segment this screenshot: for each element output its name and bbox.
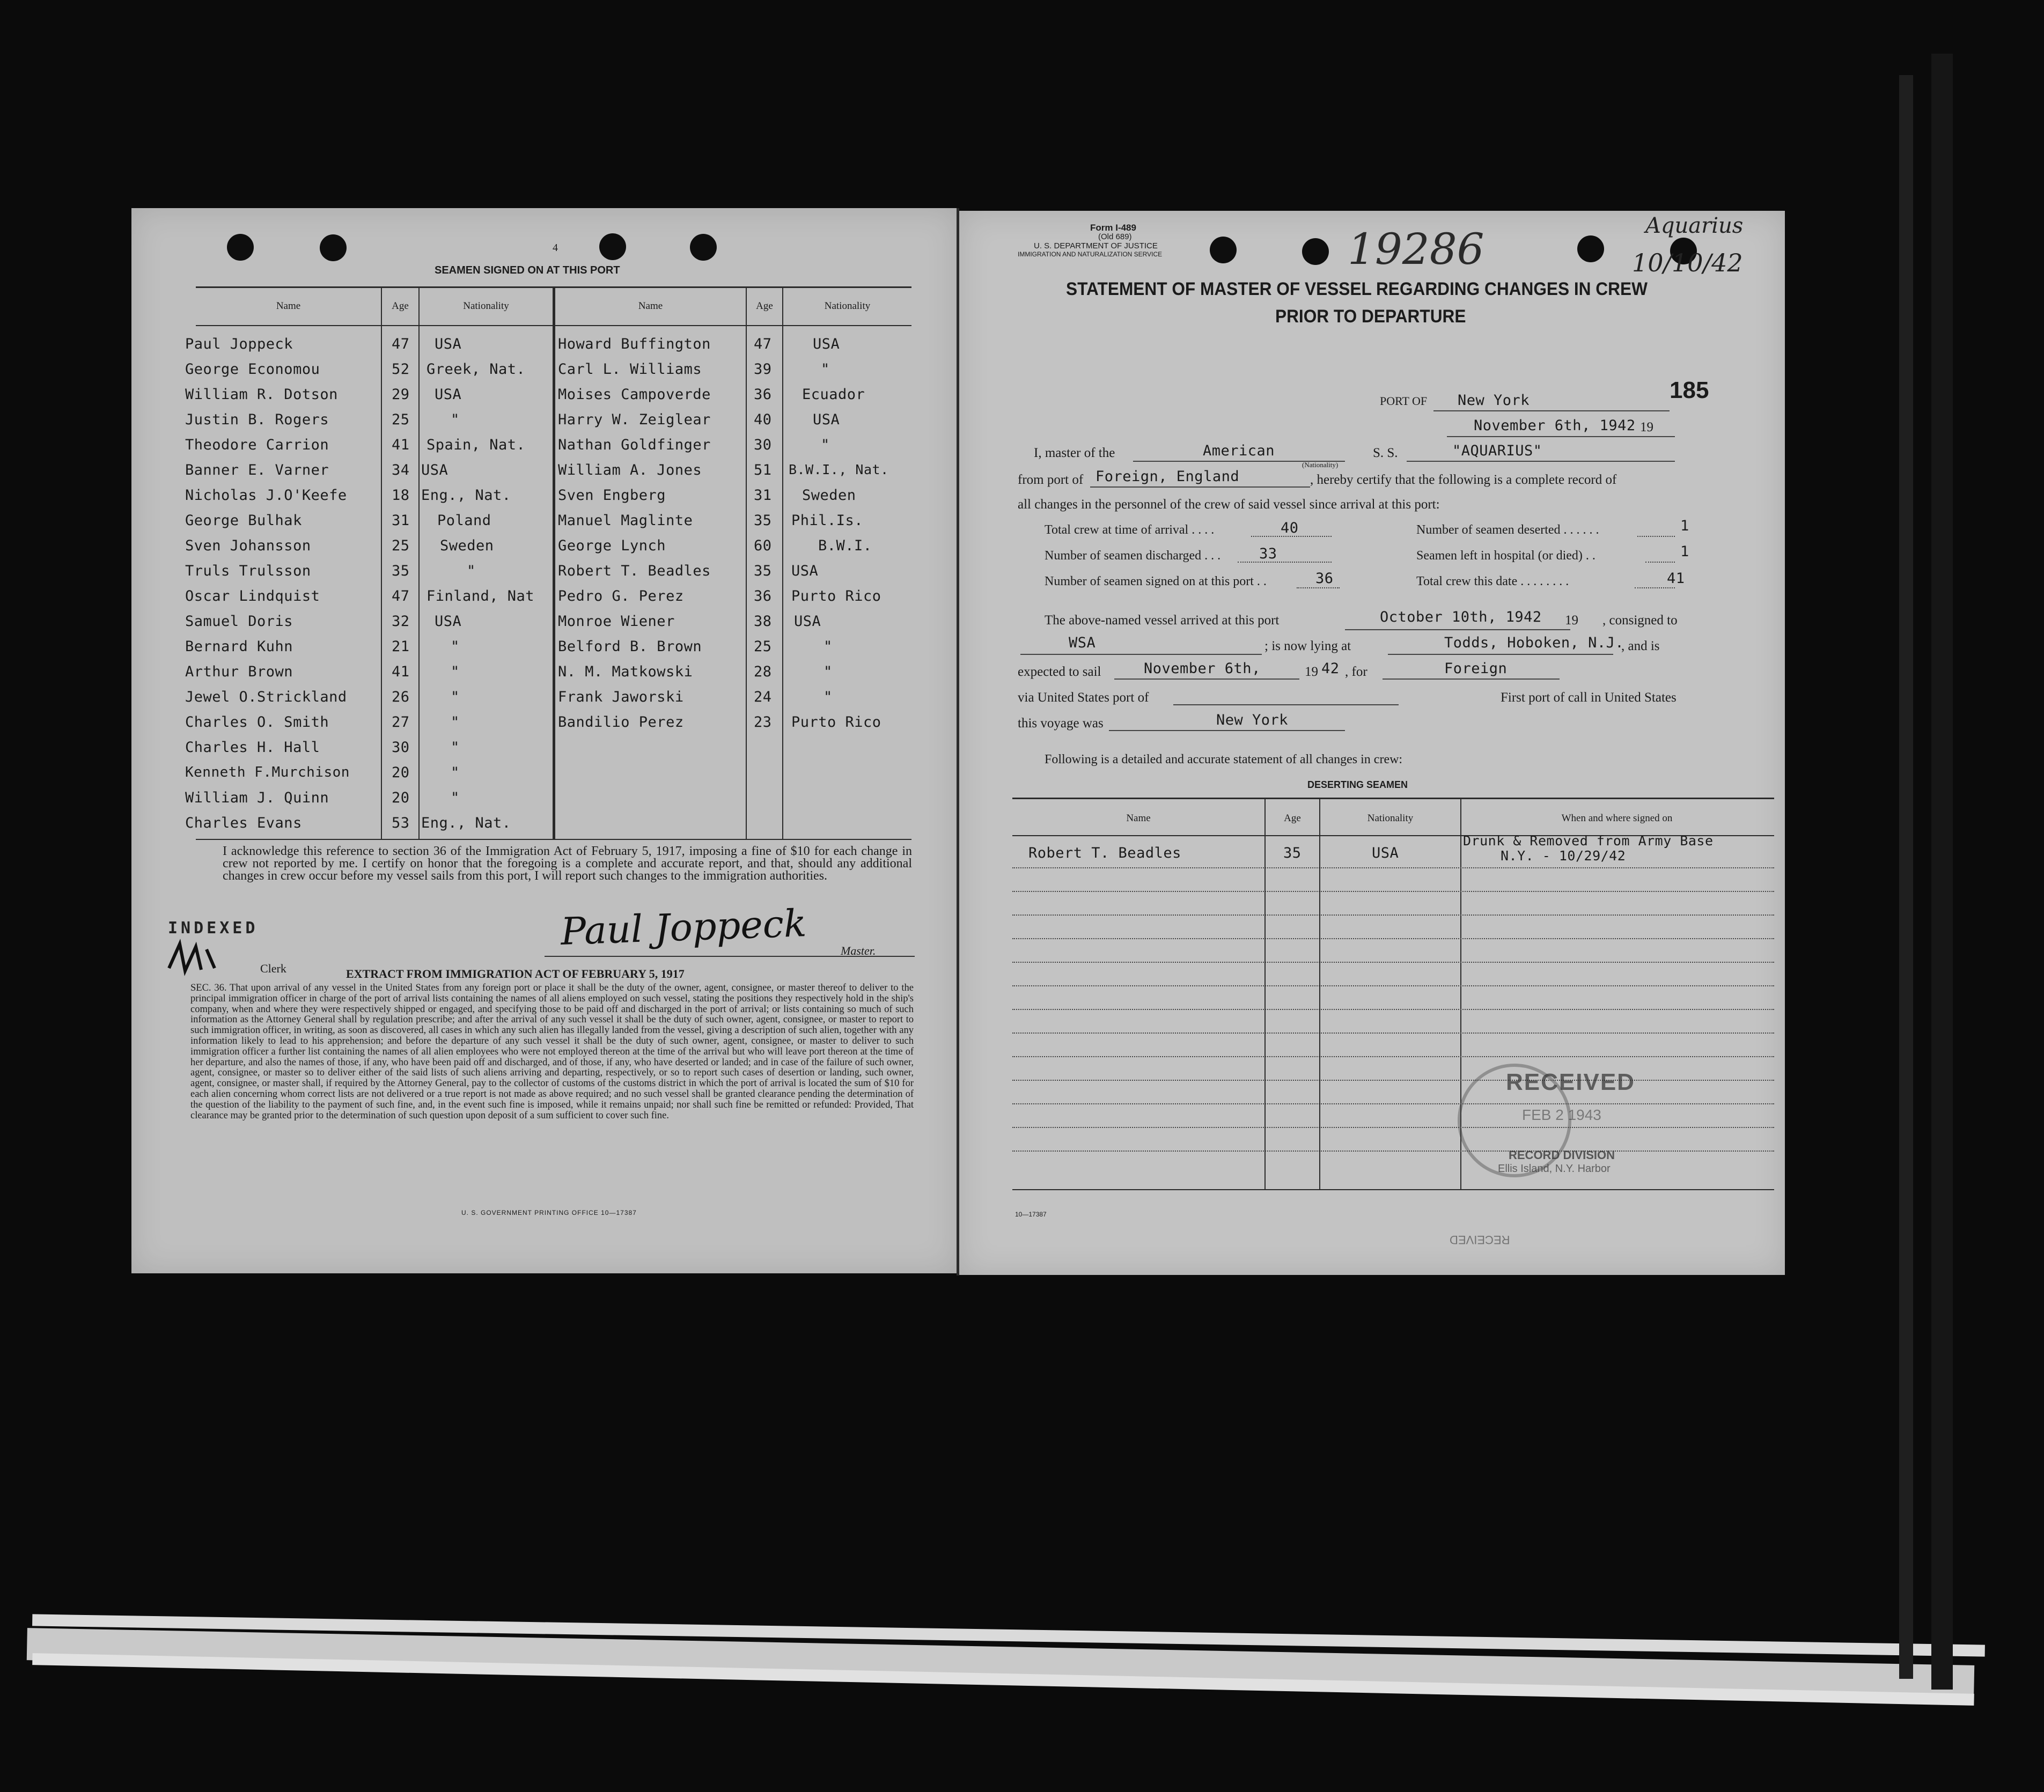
lying-line xyxy=(1388,654,1613,655)
seaman-age: 51 xyxy=(754,462,772,478)
seaman-name: Samuel Doris xyxy=(185,613,293,630)
seaman-nationality: B.W.I., Nat. xyxy=(789,462,889,477)
seamen-hospital-value: 1 xyxy=(1680,543,1689,560)
seaman-name: George Bulhak xyxy=(185,512,302,529)
seaman-nationality: " xyxy=(451,638,460,655)
seaman-name: Sven Johansson xyxy=(185,537,311,554)
seaman-name: Carl L. Williams xyxy=(558,361,702,378)
seaman-nationality: " xyxy=(824,689,833,705)
punch-hole xyxy=(320,234,347,261)
fill-line xyxy=(1635,587,1675,588)
col-header-nationality: Nationality xyxy=(463,300,509,312)
first-port-label: First port of call in United States xyxy=(1501,690,1677,705)
col-header-name: Name xyxy=(638,300,663,312)
seaman-age: 31 xyxy=(754,487,772,504)
seaman-name: Pedro G. Perez xyxy=(558,588,684,604)
deserter-name: Robert T. Beadles xyxy=(1028,845,1181,861)
punch-hole xyxy=(599,233,626,260)
crew-table-heading: SEAMEN SIGNED ON AT THIS PORT xyxy=(435,264,620,276)
printing-code: 10—17387 xyxy=(1015,1211,1047,1218)
seaman-name: William J. Quinn xyxy=(185,790,329,806)
changes-text: all changes in the personnel of the crew of said vessel since arrival at this port: xyxy=(1018,497,1440,512)
seaman-nationality: " xyxy=(451,411,460,428)
seaman-age: 41 xyxy=(392,437,410,453)
seaman-name: Arthur Brown xyxy=(185,663,293,680)
seamen-discharged-label: Number of seamen discharged . . . xyxy=(1045,549,1221,563)
table-row xyxy=(1012,1151,1774,1152)
total-crew-date-label: Total crew this date . . . . . . . . xyxy=(1416,574,1569,588)
des-col-header-nationality: Nationality xyxy=(1367,813,1414,824)
certify-text: , hereby certify that the following is a complete record of xyxy=(1310,473,1617,487)
clerk-label: Clerk xyxy=(260,962,286,975)
col-header-name: Name xyxy=(276,300,301,312)
seaman-nationality: Greek, Nat. xyxy=(427,361,526,378)
arrival-year-prefix: 19 xyxy=(1565,613,1578,628)
table-row xyxy=(1012,915,1774,916)
vessel-name: "AQUARIUS" xyxy=(1452,443,1542,459)
seaman-nationality: USA xyxy=(794,613,821,630)
seaman-name: Frank Jaworski xyxy=(558,689,684,705)
deserting-table-top xyxy=(1012,798,1774,799)
table-row xyxy=(558,483,933,508)
table-row xyxy=(558,684,933,710)
seaman-name: Harry W. Zeiglear xyxy=(558,411,711,428)
table-row xyxy=(1012,1056,1774,1057)
lying-at: Todds, Hoboken, N.J. xyxy=(1444,635,1624,651)
extract-text: SEC. 36. That upon arrival of any vessel in the United States from any foreign port or place it shall be the duty of the owner, agent, consignee, or master thereof to deliver to the principal immigration officer in charge of the port of arrival lists containing the names of all aliens employed on such vessel, stating the positions they respectively hold in the ship's company, when and where they were respectively shipped or engaged, and specifying those to be paid off and discharged in the port of arrival; or lists containing so much of such information as the Attorney General shall by regulation prescribe; and after the arrival of any such vessel it shall be the duty of such owner, agent, consignee, or master to report to such immigration officer, in writing, as soon as discovered, all cases in which any such alien has illegally landed from the vessel, giving a description of such alien, together with any information likely to lead to his apprehension; and before the departure of any such vessel it shall be the duty of such owner, agent, consignee, or master to deliver to such immigration officer a further list containing the names of all alien employees who were not employed thereon at the time of the arrival but who will leave port thereon at the time of her departure, and also the names of those, if any, who have been paid off and discharged, and of those, if any, who have deserted or landed; and in case of the failure of such owner, agent, consignee, or master so to deliver either of the said lists of such aliens arriving and departing, respectively, or so to report such cases of desertion or landing, such owner, agent, consignee, or master shall, if required by the Attorney General, pay to the collector of customs of the customs district in which the port of arrival is located the sum of $10 for each alien concerning whom correct lists are not delivered or a true report is not made as above required; and no such vessel shall be granted clearance pending the determination of the question of the liability to the payment of such fine, and, in the event such fine is imposed, while it remains unpaid; nor shall such fine be remitted or refunded: Provided, That clearance may be granted prior to the determination of such question upon deposit of a sum sufficient to cover such fine. xyxy=(190,983,914,1121)
seaman-name: Robert T. Beadles xyxy=(558,563,711,579)
seaman-nationality: " xyxy=(821,361,830,378)
via-label: via United States port of xyxy=(1018,690,1149,705)
printing-office-note: U. S. GOVERNMENT PRINTING OFFICE 10—17387 xyxy=(461,1209,637,1216)
seaman-age: 35 xyxy=(754,512,772,529)
right-page xyxy=(959,211,1785,1275)
table-row xyxy=(1012,1033,1774,1034)
via-line xyxy=(1173,704,1399,705)
seaman-name: Nathan Goldfinger xyxy=(558,437,711,453)
seaman-age: 24 xyxy=(754,689,772,705)
seaman-name: Manuel Maglinte xyxy=(558,512,693,529)
master-nationality: American xyxy=(1203,443,1275,459)
deserting-col-divider xyxy=(1319,798,1320,1189)
master-label: Master. xyxy=(841,944,876,957)
seaman-name: Justin B. Rogers xyxy=(185,411,329,428)
des-col-header-when-where: When and where signed on xyxy=(1561,813,1673,824)
table-row xyxy=(558,508,933,533)
seaman-nationality: Sweden xyxy=(802,487,856,504)
seamen-deserted-label: Number of seamen deserted . . . . . . xyxy=(1416,523,1599,537)
punch-hole xyxy=(1210,237,1237,263)
table-row xyxy=(558,357,933,382)
seaman-age: 25 xyxy=(392,537,410,554)
col-header-age: Age xyxy=(756,300,773,312)
table-row xyxy=(1012,1009,1774,1010)
table-row xyxy=(558,634,933,659)
seaman-age: 36 xyxy=(754,386,772,403)
seaman-age: 25 xyxy=(754,638,772,655)
consignee-line xyxy=(1020,654,1262,655)
seaman-age: 28 xyxy=(754,663,772,680)
col-header-nationality: Nationality xyxy=(824,300,871,312)
seaman-age: 18 xyxy=(392,487,410,504)
destination-line xyxy=(1383,679,1560,680)
table-row xyxy=(185,760,944,785)
seaman-nationality: USA xyxy=(421,462,448,478)
seaman-nationality: " xyxy=(824,638,833,655)
seaman-age: 47 xyxy=(392,336,410,352)
table-row xyxy=(558,533,933,558)
department-name: U. S. DEPARTMENT OF JUSTICE xyxy=(1034,241,1158,250)
first-port-value: New York xyxy=(1216,712,1289,728)
service-name: IMMIGRATION AND NATURALIZATION SERVICE xyxy=(1018,250,1163,258)
table-row xyxy=(1012,938,1774,939)
seaman-age: 23 xyxy=(754,714,772,731)
seaman-age: 53 xyxy=(392,815,410,831)
port-value: New York xyxy=(1458,392,1530,409)
seaman-nationality: " xyxy=(451,764,460,781)
left-page xyxy=(131,208,958,1273)
sail-year-prefix: 19 xyxy=(1305,665,1318,679)
seaman-nationality: Eng., Nat. xyxy=(421,487,511,504)
master-of-the-label: I, master of the xyxy=(1034,446,1115,460)
seaman-age: 20 xyxy=(392,764,410,781)
deserter-when-where-2: N.Y. - 10/29/42 xyxy=(1501,848,1626,864)
seaman-age: 39 xyxy=(754,361,772,378)
table-row xyxy=(558,558,933,584)
seaman-age: 41 xyxy=(392,663,410,680)
seaman-nationality: " xyxy=(824,663,833,680)
port-line xyxy=(1433,410,1670,411)
seamen-signed-on-label: Number of seamen signed on at this port . . xyxy=(1045,574,1267,588)
seaman-nationality: Finland, Nat xyxy=(427,588,535,604)
table-row xyxy=(558,331,933,357)
seaman-nationality: Ecuador xyxy=(802,386,865,403)
seaman-name: George Economou xyxy=(185,361,320,378)
table-row xyxy=(558,659,933,684)
seaman-name: Charles H. Hall xyxy=(185,739,320,756)
seaman-name: Paul Joppeck xyxy=(185,336,293,352)
seaman-age: 30 xyxy=(754,437,772,453)
seaman-nationality: " xyxy=(467,563,476,579)
page-number: 4 xyxy=(553,242,558,254)
arrival-date: October 10th, 1942 xyxy=(1380,609,1542,625)
received-stamp-date: FEB 2 1943 xyxy=(1522,1107,1601,1123)
table-row xyxy=(185,785,944,810)
seaman-age: 21 xyxy=(392,638,410,655)
seaman-name: Monroe Wiener xyxy=(558,613,675,630)
seaman-age: 40 xyxy=(754,411,772,428)
seaman-age: 38 xyxy=(754,613,772,630)
nationality-caption: (Nationality) xyxy=(1302,461,1339,469)
file-number: 19286 xyxy=(1348,224,1484,274)
seaman-nationality: " xyxy=(451,790,460,806)
indexed-stamp: INDEXED xyxy=(168,919,259,938)
table-row xyxy=(1012,1080,1774,1081)
total-crew-date-value: 41 xyxy=(1667,570,1685,587)
table-row xyxy=(1012,1127,1774,1128)
table-row xyxy=(558,609,933,634)
seaman-age: 34 xyxy=(392,462,410,478)
following-text: Following is a detailed and accurate statement of all changes in crew: xyxy=(1045,753,1403,766)
seaman-name: Bernard Kuhn xyxy=(185,638,293,655)
seaman-age: 60 xyxy=(754,537,772,554)
table-row xyxy=(1012,962,1774,963)
seamen-signed-on-value: 36 xyxy=(1315,570,1334,587)
from-port-line xyxy=(1090,486,1310,488)
consignee: WSA xyxy=(1069,635,1096,651)
seaman-age: 52 xyxy=(392,361,410,378)
form-number: Form I-489 xyxy=(1090,223,1136,233)
corner-note-vessel: Aquarius xyxy=(1645,213,1744,238)
seamen-discharged-value: 33 xyxy=(1259,545,1277,562)
seaman-nationality: USA xyxy=(813,336,840,352)
received-stamp: RECEIVED xyxy=(1506,1069,1635,1095)
form-old-number: (Old 689) xyxy=(1098,232,1132,241)
seaman-nationality: USA xyxy=(435,336,462,352)
seaman-name: Sven Engberg xyxy=(558,487,666,504)
seaman-name: Nicholas J.O'Keefe xyxy=(185,487,347,504)
for-label: , for xyxy=(1345,665,1367,679)
table-row xyxy=(185,810,944,836)
first-port-line xyxy=(1109,730,1345,731)
seaman-name: Banner E. Varner xyxy=(185,462,329,478)
des-col-header-name: Name xyxy=(1126,813,1151,824)
table-row xyxy=(558,382,933,407)
seaman-age: 26 xyxy=(392,689,410,705)
seaman-nationality: USA xyxy=(791,563,819,579)
seaman-nationality: Eng., Nat. xyxy=(421,815,511,831)
fill-line xyxy=(1297,587,1340,588)
sheet-number: 185 xyxy=(1670,377,1709,403)
table-row xyxy=(558,458,944,483)
ss-label: S. S. xyxy=(1373,446,1398,460)
seaman-nationality: USA xyxy=(435,613,462,630)
fill-line xyxy=(1637,536,1675,537)
seaman-nationality: " xyxy=(451,663,460,680)
and-is-label: , and is xyxy=(1621,639,1660,653)
seaman-nationality: USA xyxy=(435,386,462,403)
seamen-hospital-label: Seamen left in hospital (or died) . . xyxy=(1416,549,1596,563)
seaman-age: 36 xyxy=(754,588,772,604)
seamen-deserted-value: 1 xyxy=(1680,518,1689,534)
book-edge xyxy=(1931,54,1953,1690)
seaman-name: William R. Dotson xyxy=(185,386,338,403)
seaman-name: Charles O. Smith xyxy=(185,714,329,731)
seaman-name: Jewel O.Strickland xyxy=(185,689,347,705)
acknowledgement-text: I acknowledge this reference to section 36 of the Immigration Act of February 5, 1917, imposing a fine of $10 for each change in crew not reported by me. I certify on honor that the foregoing is a complete and accurate report, and that, should any additional changes in crew occur before my vessel sails from this port, I will report such changes to the immigration authorities. xyxy=(223,844,912,883)
book-edge xyxy=(1899,75,1913,1679)
seaman-age: 47 xyxy=(392,588,410,604)
seaman-age: 27 xyxy=(392,714,410,731)
arrived-label: The above-named vessel arrived at this port xyxy=(1045,613,1280,628)
statement-date: November 6th, 1942 xyxy=(1474,417,1636,434)
seaman-age: 25 xyxy=(392,411,410,428)
seaman-age: 29 xyxy=(392,386,410,403)
seaman-nationality: Spain, Nat. xyxy=(427,437,526,453)
page-spine xyxy=(957,208,959,1275)
seaman-nationality: " xyxy=(821,437,830,453)
seaman-age: 30 xyxy=(392,739,410,756)
deserting-col-divider xyxy=(1264,798,1266,1189)
seaman-nationality: B.W.I. xyxy=(818,537,872,554)
seaman-nationality: Sweden xyxy=(440,537,494,554)
form-title-line2: PRIOR TO DEPARTURE xyxy=(1275,306,1466,327)
from-port-label: from port of xyxy=(1018,473,1084,487)
seaman-name: Oscar Lindquist xyxy=(185,588,320,604)
seaman-age: 20 xyxy=(392,790,410,806)
received-stamp-inverted: RECEIVED xyxy=(1450,1233,1510,1247)
seaman-name: Kenneth F.Murchison xyxy=(185,764,350,780)
lying-label: ; is now lying at xyxy=(1264,639,1351,653)
seaman-name: George Lynch xyxy=(558,537,666,554)
table-row xyxy=(1012,891,1774,892)
seaman-nationality: Poland xyxy=(437,512,491,529)
seaman-age: 32 xyxy=(392,613,410,630)
seaman-name: William A. Jones xyxy=(558,462,702,478)
sail-date-line xyxy=(1114,679,1299,680)
expected-label: expected to sail xyxy=(1018,665,1101,679)
table-bottom-rule xyxy=(196,839,911,840)
seaman-nationality: " xyxy=(451,739,460,756)
sail-year: 42 xyxy=(1321,660,1340,677)
deserter-age: 35 xyxy=(1283,845,1302,861)
punch-hole xyxy=(1577,235,1604,262)
from-port-value: Foreign, England xyxy=(1095,468,1240,485)
table-row xyxy=(558,710,933,735)
seaman-age: 31 xyxy=(392,512,410,529)
table-row xyxy=(558,584,933,609)
deserter-when-where-1: Drunk & Removed from Army Base xyxy=(1463,833,1714,849)
destination: Foreign xyxy=(1444,660,1508,677)
deserting-heading: DESERTING SEAMEN xyxy=(1307,779,1408,790)
master-signature: Paul Joppeck xyxy=(560,901,807,954)
date-year-prefix: 19 xyxy=(1640,420,1653,434)
seaman-age: 35 xyxy=(754,563,772,579)
table-row xyxy=(558,407,933,432)
seaman-nationality: USA xyxy=(813,411,840,428)
seaman-name: Moises Campoverde xyxy=(558,386,711,403)
des-col-header-age: Age xyxy=(1284,813,1301,824)
fill-line xyxy=(1238,562,1332,563)
seaman-age: 47 xyxy=(754,336,772,352)
form-title-line1: STATEMENT OF MASTER OF VESSEL REGARDING CHANGES IN CREW xyxy=(1066,279,1648,299)
deserting-table-bottom xyxy=(1012,1189,1774,1190)
table-row xyxy=(185,735,944,760)
seaman-nationality: Purto Rico xyxy=(791,588,881,604)
seaman-name: Bandilio Perez xyxy=(558,714,684,731)
seaman-name: Theodore Carrion xyxy=(185,437,329,453)
this-voyage-label: this voyage was xyxy=(1018,716,1104,731)
seaman-age: 35 xyxy=(392,563,410,579)
table-row xyxy=(1012,1103,1774,1104)
table-row xyxy=(1012,867,1774,868)
corner-note-date: 10/10/42 xyxy=(1632,248,1743,277)
port-label: PORT OF xyxy=(1380,394,1428,408)
vessel-line xyxy=(1407,461,1675,462)
received-stamp-place: Ellis Island, N.Y. Harbor xyxy=(1498,1163,1611,1175)
seaman-nationality: Purto Rico xyxy=(791,714,881,731)
table-row xyxy=(1012,985,1774,986)
arrival-line xyxy=(1345,629,1570,630)
consigned-label: , consigned to xyxy=(1602,613,1678,628)
sail-date: November 6th, xyxy=(1144,660,1261,677)
seaman-nationality: Phil.Is. xyxy=(791,512,864,529)
extract-title: EXTRACT FROM IMMIGRATION ACT OF FEBRUARY 5, 1917 xyxy=(346,967,685,980)
col-header-age: Age xyxy=(392,300,409,312)
seaman-nationality: " xyxy=(451,689,460,705)
clerk-initials-mark xyxy=(164,939,239,976)
seaman-name: Charles Evans xyxy=(185,815,302,831)
seaman-name: Howard Buffington xyxy=(558,336,711,352)
total-crew-arrival-label: Total crew at time of arrival . . . . xyxy=(1045,523,1215,537)
received-stamp-division: RECORD DIVISION xyxy=(1509,1148,1615,1162)
punch-hole xyxy=(1302,238,1329,265)
seaman-name: Belford B. Brown xyxy=(558,638,702,655)
punch-hole xyxy=(227,234,254,261)
punch-hole xyxy=(690,234,717,261)
seaman-name: N. M. Matkowski xyxy=(558,663,693,680)
seaman-nationality: " xyxy=(451,714,460,731)
total-crew-arrival-value: 40 xyxy=(1281,520,1299,536)
fill-line xyxy=(1251,536,1332,537)
seaman-name: Truls Trulsson xyxy=(185,563,311,579)
date-line xyxy=(1447,436,1675,437)
deserter-nationality: USA xyxy=(1372,845,1399,861)
table-row xyxy=(558,432,933,458)
fill-line xyxy=(1645,562,1675,563)
